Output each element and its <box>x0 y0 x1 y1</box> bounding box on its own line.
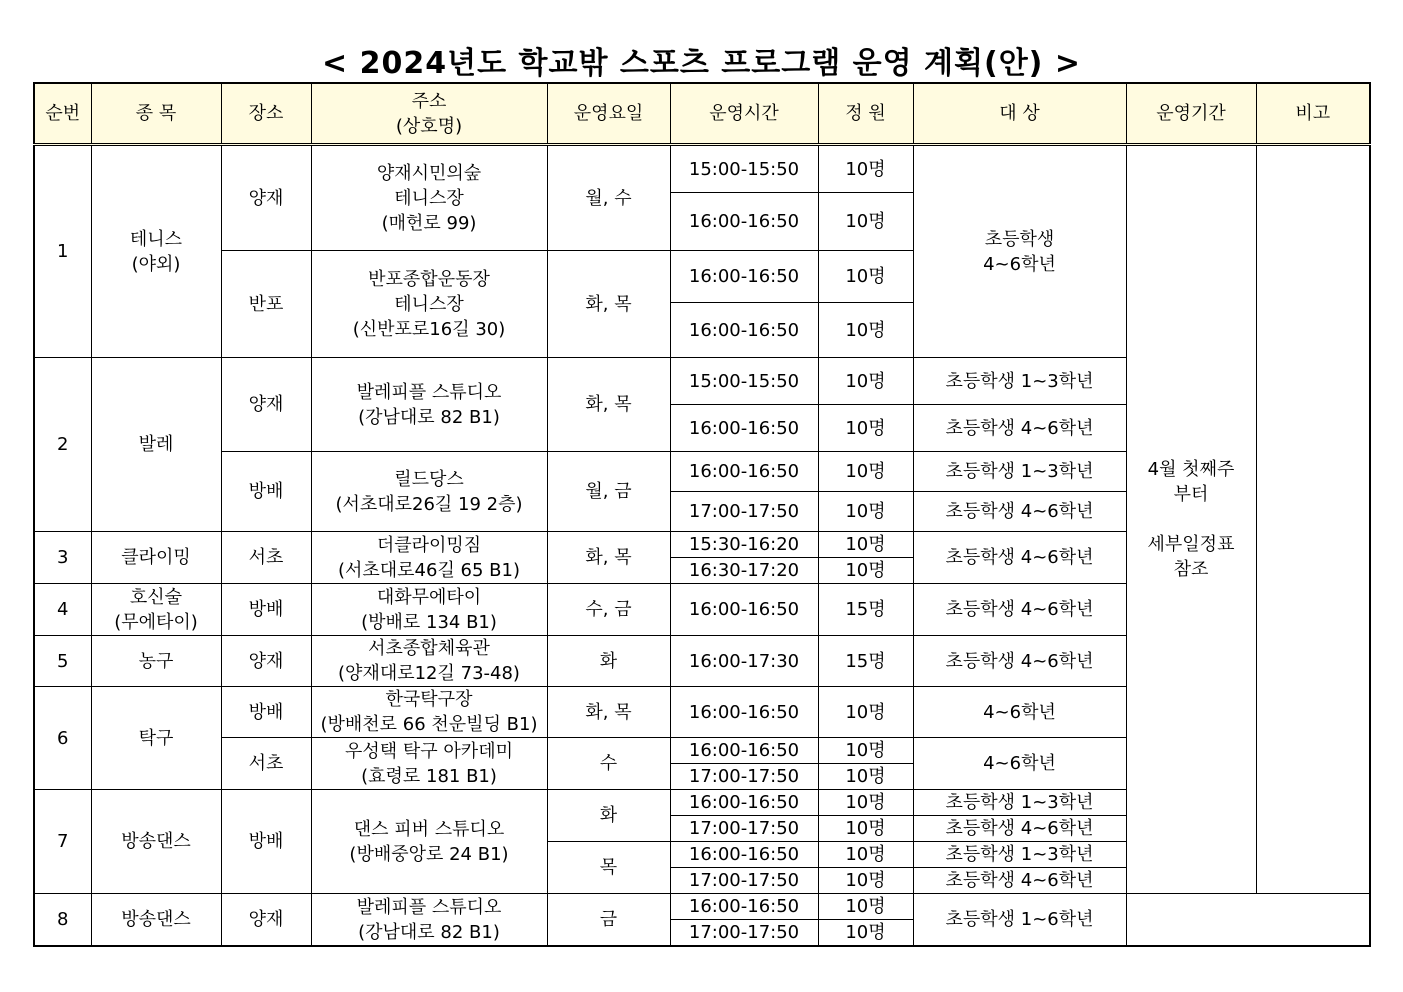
address: 우성택 탁구 아카데미 (효령로 181 B1) <box>311 738 547 790</box>
capacity: 10명 <box>818 868 913 894</box>
address: 릴드당스 (서초대로26길 19 2층) <box>311 452 547 532</box>
capacity: 10명 <box>818 251 913 303</box>
capacity: 15명 <box>818 636 913 687</box>
capacity: 10명 <box>818 920 913 947</box>
address: 더클라이밍짐 (서초대로46길 65 B1) <box>311 532 547 584</box>
time: 15:00-15:50 <box>670 145 818 193</box>
target: 초등학생 1~3학년 <box>913 790 1126 816</box>
days: 화 <box>547 790 670 842</box>
period: 4월 첫째주 부터 세부일정표 참조 <box>1126 145 1256 894</box>
address: 발레피플 스튜디오 (강남대로 82 B1) <box>311 894 547 947</box>
row-number: 5 <box>34 636 91 687</box>
program-table <box>33 82 1371 947</box>
header-time: 운영시간 <box>670 83 818 145</box>
time: 17:00-17:50 <box>670 764 818 790</box>
capacity: 10명 <box>818 193 913 251</box>
target: 초등학생 4~6학년 <box>913 636 1126 687</box>
target: 초등학생 1~6학년 <box>913 894 1126 947</box>
place: 방배 <box>221 790 311 894</box>
days: 수, 금 <box>547 584 670 636</box>
row-number: 1 <box>34 145 91 358</box>
target: 초등학생 4~6학년 <box>913 584 1126 636</box>
header-place: 장소 <box>221 83 311 145</box>
time: 16:00-16:50 <box>670 452 818 492</box>
address: 반포종합운동장 테니스장 (신반포로16길 30) <box>311 251 547 358</box>
capacity: 10명 <box>818 816 913 842</box>
target: 초등학생 1~3학년 <box>913 358 1126 405</box>
sport-name: 호신술 (무에타이) <box>91 584 221 636</box>
time: 17:00-17:50 <box>670 868 818 894</box>
place: 방배 <box>221 452 311 532</box>
days: 화, 목 <box>547 251 670 358</box>
capacity: 10명 <box>818 790 913 816</box>
sport-name: 테니스 (야외) <box>91 145 221 358</box>
time: 16:00-16:50 <box>670 687 818 738</box>
days: 월, 금 <box>547 452 670 532</box>
address: 발레피플 스튜디오 (강남대로 82 B1) <box>311 358 547 452</box>
header-sport: 종 목 <box>91 83 221 145</box>
address: 대화무에타이 (방배로 134 B1) <box>311 584 547 636</box>
address: 양재시민의숲 테니스장 (매헌로 99) <box>311 145 547 251</box>
place: 양재 <box>221 358 311 452</box>
capacity: 10명 <box>818 558 913 584</box>
row-number: 2 <box>34 358 91 532</box>
place: 양재 <box>221 636 311 687</box>
days: 수 <box>547 738 670 790</box>
header-days: 운영요일 <box>547 83 670 145</box>
target: 초등학생 4~6학년 <box>913 492 1126 532</box>
time: 16:00-16:50 <box>670 584 818 636</box>
row-number: 8 <box>34 894 91 947</box>
place: 서초 <box>221 532 311 584</box>
row-number: 4 <box>34 584 91 636</box>
days: 월, 수 <box>547 145 670 251</box>
days: 목 <box>547 842 670 894</box>
capacity: 10명 <box>818 842 913 868</box>
header-period: 운영기간 <box>1126 83 1256 145</box>
time: 16:00-16:50 <box>670 842 818 868</box>
note <box>1256 145 1370 894</box>
capacity: 10명 <box>818 687 913 738</box>
table-row <box>34 894 1370 920</box>
header-note: 비고 <box>1256 83 1370 145</box>
capacity: 10명 <box>818 303 913 358</box>
time: 16:00-17:30 <box>670 636 818 687</box>
sport-name: 방송댄스 <box>91 790 221 894</box>
time: 16:30-17:20 <box>670 558 818 584</box>
target: 초등학생 4~6학년 <box>913 816 1126 842</box>
place: 양재 <box>221 145 311 251</box>
target: 초등학생 1~3학년 <box>913 452 1126 492</box>
time: 17:00-17:50 <box>670 816 818 842</box>
target: 4~6학년 <box>913 687 1126 738</box>
time: 15:00-15:50 <box>670 358 818 405</box>
capacity: 10명 <box>818 492 913 532</box>
sport-name: 농구 <box>91 636 221 687</box>
target: 초등학생 4~6학년 <box>913 532 1126 584</box>
row-number: 7 <box>34 790 91 894</box>
row-number: 3 <box>34 532 91 584</box>
time: 16:00-16:50 <box>670 790 818 816</box>
address: 한국탁구장 (방배천로 66 천운빌딩 B1) <box>311 687 547 738</box>
capacity: 15명 <box>818 584 913 636</box>
place: 반포 <box>221 251 311 358</box>
capacity: 10명 <box>818 738 913 764</box>
capacity: 10명 <box>818 894 913 920</box>
page-title: < 2024년도 학교밖 스포츠 프로그램 운영 계획(안) > <box>322 46 1081 81</box>
time: 16:00-16:50 <box>670 738 818 764</box>
time: 16:00-16:50 <box>670 303 818 358</box>
capacity: 10명 <box>818 764 913 790</box>
days: 화, 목 <box>547 532 670 584</box>
place: 양재 <box>221 894 311 947</box>
header-address: 주소 (상호명) <box>311 83 547 145</box>
time: 15:30-16:20 <box>670 532 818 558</box>
capacity: 10명 <box>818 532 913 558</box>
sport-name: 방송댄스 <box>91 894 221 947</box>
target: 초등학생 1~3학년 <box>913 842 1126 868</box>
days: 화, 목 <box>547 358 670 452</box>
time: 16:00-16:50 <box>670 405 818 452</box>
days: 금 <box>547 894 670 947</box>
time: 16:00-16:50 <box>670 894 818 920</box>
target: 초등학생 4~6학년 <box>913 405 1126 452</box>
days: 화, 목 <box>547 687 670 738</box>
time: 17:00-17:50 <box>670 492 818 532</box>
sport-name: 탁구 <box>91 687 221 790</box>
capacity: 10명 <box>818 405 913 452</box>
time: 17:00-17:50 <box>670 920 818 947</box>
header-row <box>34 83 1370 145</box>
address: 서초종합체육관 (양재대로12길 73-48) <box>311 636 547 687</box>
place: 서초 <box>221 738 311 790</box>
header-no: 순번 <box>34 83 91 145</box>
sport-name: 발레 <box>91 358 221 532</box>
time: 16:00-16:50 <box>670 251 818 303</box>
time: 16:00-16:50 <box>670 193 818 251</box>
days: 화 <box>547 636 670 687</box>
address: 댄스 피버 스튜디오 (방배중앙로 24 B1) <box>311 790 547 894</box>
target: 초등학생 4~6학년 <box>913 145 1126 358</box>
row-number: 6 <box>34 687 91 790</box>
place: 방배 <box>221 687 311 738</box>
sport-name: 클라이밍 <box>91 532 221 584</box>
header-capacity: 정 원 <box>818 83 913 145</box>
capacity: 10명 <box>818 145 913 193</box>
header-target: 대 상 <box>913 83 1126 145</box>
place: 방배 <box>221 584 311 636</box>
capacity: 10명 <box>818 452 913 492</box>
target: 초등학생 4~6학년 <box>913 868 1126 894</box>
capacity: 10명 <box>818 358 913 405</box>
target: 4~6학년 <box>913 738 1126 790</box>
table-row <box>34 145 1370 193</box>
